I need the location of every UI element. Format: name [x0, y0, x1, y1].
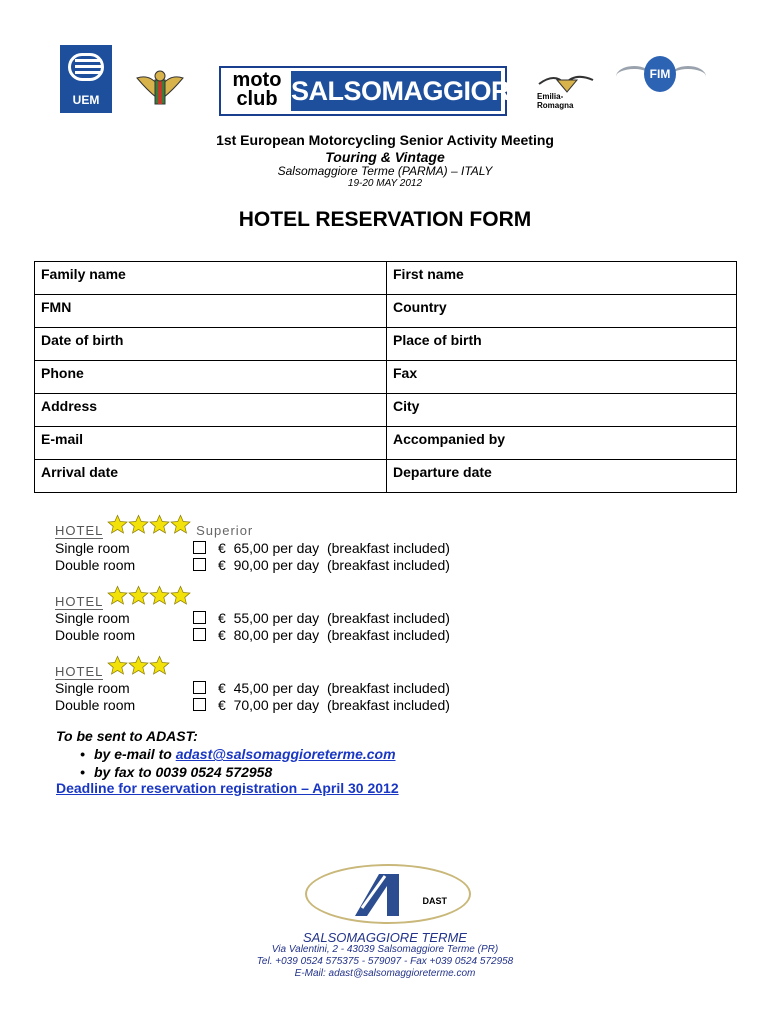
adast-logo [305, 864, 471, 924]
email-prefix: by e-mail to [94, 746, 176, 762]
city-field[interactable]: City [387, 394, 737, 427]
room-name: Single room [55, 540, 130, 556]
hotel-label: HOTEL [55, 594, 103, 609]
star-icon [107, 514, 128, 535]
star-icon [107, 655, 128, 676]
superior-label: Superior [196, 523, 254, 538]
adast-email-link[interactable]: adast@salsomaggioreterme.com [175, 746, 396, 762]
bullet-icon: • [80, 764, 85, 780]
star-rating [107, 664, 170, 679]
room-name: Double room [55, 697, 136, 713]
form-title: HOTEL RESERVATION FORM [238, 208, 532, 231]
place-of-birth-field[interactable]: Place of birth [387, 328, 737, 361]
room-price: € 90,00 per day (breakfast included) [218, 557, 450, 573]
checkbox-4s-double[interactable] [193, 628, 206, 641]
checkbox-4s-single[interactable] [193, 611, 206, 624]
room-option [55, 697, 135, 713]
fim-logo-text: FIM [644, 56, 676, 92]
federation-wing-logo [135, 68, 185, 112]
uem-emblem [68, 53, 104, 81]
checkbox-4s-sup-single[interactable] [193, 541, 206, 554]
footer-email: E-Mail: adast@salsomaggioreterme.com [294, 968, 476, 979]
fax-text: by fax to 0039 0524 572958 [94, 764, 273, 780]
form-row [35, 460, 737, 493]
uem-logo [60, 45, 112, 113]
star-icon [170, 585, 191, 606]
departure-date-field[interactable]: Departure date [387, 460, 737, 493]
room-price: € 45,00 per day (breakfast included) [218, 680, 450, 696]
address-field[interactable]: Address [35, 394, 387, 427]
room-name: Single room [55, 680, 130, 696]
hotel-4star-heading [55, 585, 191, 609]
reservation-form-table [34, 261, 737, 493]
hotel-4star-superior-heading [55, 514, 253, 538]
room-option [55, 557, 135, 573]
fax-field[interactable]: Fax [387, 361, 737, 394]
footer-company: SALSOMAGGIORE TERME [303, 930, 467, 945]
room-name: Double room [55, 627, 136, 643]
checkbox-3s-double[interactable] [193, 698, 206, 711]
room-name: Single room [55, 610, 130, 626]
deadline-notice[interactable]: Deadline for reservation registration – April 30 2012 [56, 780, 399, 796]
hotel-label: HOTEL [55, 523, 103, 538]
bullet-icon: • [80, 746, 85, 762]
event-location: Salsomaggiore Terme (PARMA) – ITALY [277, 164, 493, 178]
form-row [35, 295, 737, 328]
star-icon [128, 655, 149, 676]
footer-phone: Tel. +039 0524 575375 - 579097 - Fax +039 0524 572958 [256, 956, 514, 967]
star-rating [107, 523, 191, 538]
fmn-field[interactable]: FMN [35, 295, 387, 328]
room-name: Double room [55, 557, 136, 573]
star-icon [149, 585, 170, 606]
country-field[interactable]: Country [387, 295, 737, 328]
event-subtitle: Touring & Vintage [325, 149, 445, 165]
fax-instruction [80, 764, 272, 780]
form-row [35, 427, 737, 460]
room-option [55, 610, 130, 626]
checkbox-3s-single[interactable] [193, 681, 206, 694]
adast-logo-text: DAST [422, 896, 447, 906]
form-row [35, 262, 737, 295]
room-option [55, 540, 130, 556]
form-row [35, 328, 737, 361]
adast-a-icon [307, 866, 469, 922]
star-rating [107, 594, 191, 609]
room-price: € 65,00 per day (breakfast included) [218, 540, 450, 556]
star-icon [149, 514, 170, 535]
room-option [55, 680, 130, 696]
event-title: 1st European Motorcycling Senior Activity Meeting [216, 132, 554, 148]
hotel-3star-heading [55, 655, 170, 679]
fim-logo [612, 52, 707, 104]
room-price: € 70,00 per day (breakfast included) [218, 697, 450, 713]
room-price: € 80,00 per day (breakfast included) [218, 627, 450, 643]
date-of-birth-field[interactable]: Date of birth [35, 328, 387, 361]
form-row [35, 394, 737, 427]
family-name-field[interactable]: Family name [35, 262, 387, 295]
star-icon [107, 585, 128, 606]
star-icon [128, 585, 149, 606]
arrival-date-field[interactable]: Arrival date [35, 460, 387, 493]
motoclub-salsomaggiore-logo [219, 66, 528, 116]
form-row [35, 361, 737, 394]
star-icon [149, 655, 170, 676]
footer-address: Via Valentini, 2 - 43039 Salsomaggiore Terme (PR) [271, 944, 499, 955]
room-option [55, 627, 135, 643]
email-instruction [80, 746, 396, 762]
room-price: € 55,00 per day (breakfast included) [218, 610, 450, 626]
phone-field[interactable]: Phone [35, 361, 387, 394]
uem-logo-text: UEM [72, 93, 100, 107]
motoclub-logo-left-text: moto club [224, 71, 290, 111]
star-icon [128, 514, 149, 535]
star-icon [170, 514, 191, 535]
hotel-label: HOTEL [55, 664, 103, 679]
sent-to-heading: To be sent to ADAST: [56, 728, 198, 744]
emilia-logo-text: Emilia-Romagna [537, 92, 574, 110]
checkbox-4s-sup-double[interactable] [193, 558, 206, 571]
accompanied-by-field[interactable]: Accompanied by [387, 427, 737, 460]
event-dates: 19-20 MAY 2012 [347, 178, 423, 189]
motoclub-logo-right-text: SALSOMAGGIORE [291, 71, 501, 111]
email-field[interactable]: E-mail [35, 427, 387, 460]
emilia-romagna-logo [535, 70, 599, 110]
first-name-field[interactable]: First name [387, 262, 737, 295]
